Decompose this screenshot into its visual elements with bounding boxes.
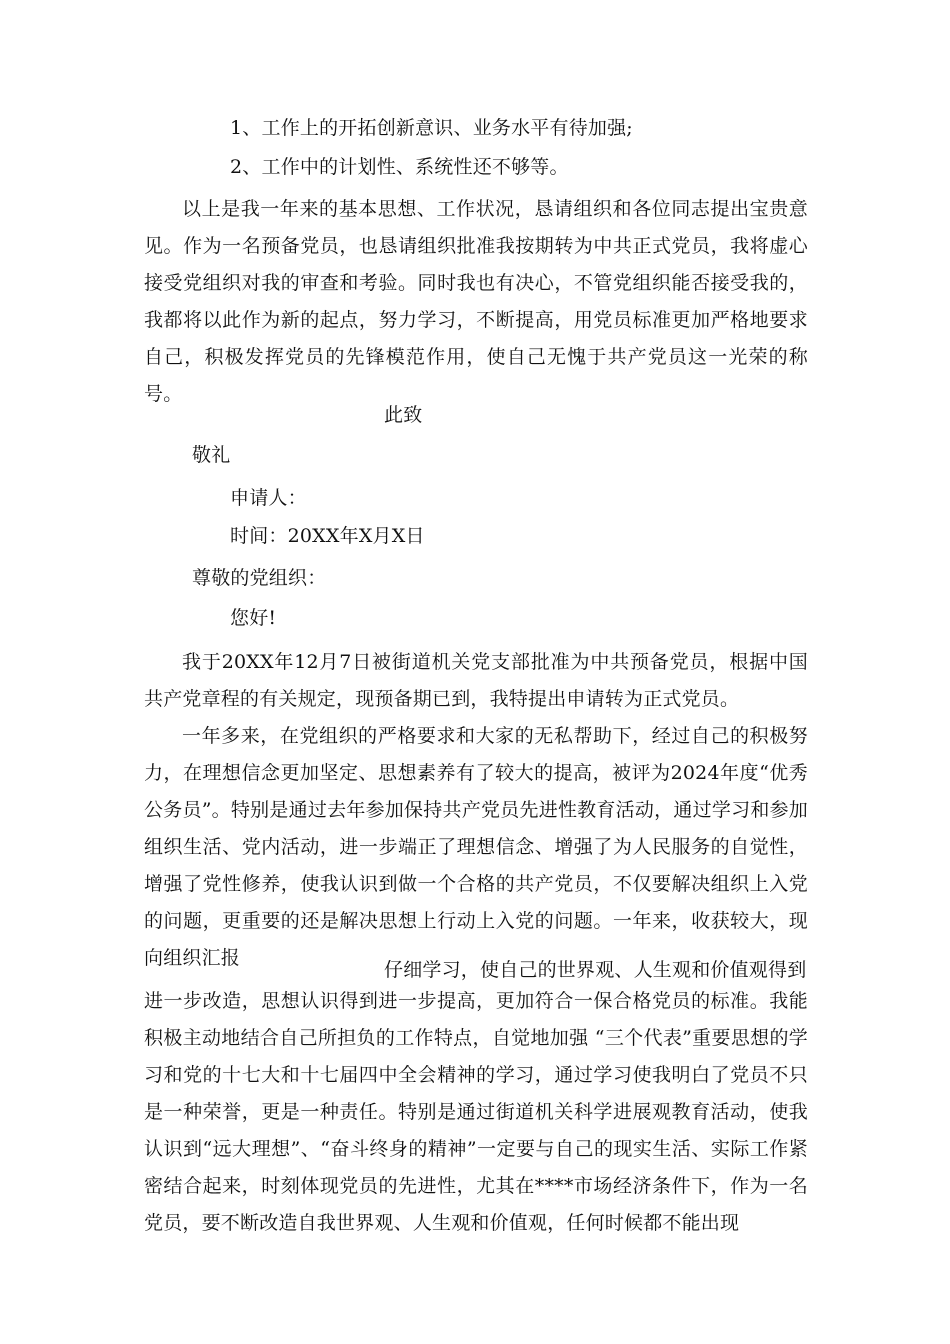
body-paragraph-3: 进一步改造，思想认识得到进一步提高，更加符合一保合格党员的标准。我能积极主动地结合自己所担负的工作特点，自觉地加强 “三个代表”重要思想的学习和党的十七大和十七届四中全会精神的学习，通过学习使我明白了党员不只是一种荣誉，更是一种责任。特别是通过街道机关科学进展观教育活动，使我认识到“远大理想”、“奋斗终身的精神”一定要与自己的现实生活、实际工作紧密结合起来，时刻体现党员的先进性，尤其在****市场经济条件下，作为一名党员，要不断改造自我世界观、人生观和价值观，任何时候都不能出现 — [144, 990, 808, 1234]
date-line: 时间：20XX年X月X日 — [230, 525, 425, 547]
summary-paragraph: 以上是我一年来的基本思想、工作状况，恳请组织和各位同志提出宝贵意见。作为一名预备党员，也恳请组织批准我按期转为中共正式党员，我将虚心接受党组织对我的审查和考验。同时我也有决心，不管党组织能否接受我的，我都将以此作为新的起点，努力学习，不断提高，用党员标准更加严格地要求自己，积极发挥党员的先锋模范作用，使自己无愧于共产党员这一光荣的称号。 — [144, 198, 808, 405]
greeting: 您好! — [230, 607, 277, 629]
shortcoming-item-2: 2、工作中的计划性、系统性还不够等。 — [230, 156, 569, 178]
shortcoming-item-1: 1、工作上的开拓创新意识、业务水平有待加强; — [230, 117, 633, 139]
closing-cizhi: 此致 — [384, 404, 423, 426]
salutation: 尊敬的党组织： — [192, 567, 327, 589]
applicant-label: 申请人： — [230, 487, 307, 509]
body-paragraph-1: 我于20XX年12月7日被街道机关党支部批准为中共预备党员，根据中国共产党章程的有关规定，现预备期已到，我特提出申请转为正式党员。 — [144, 651, 808, 710]
body-paragraph-3-first-line: 仔细学习，使自己的世界观、人生观和价值观得到 — [384, 959, 807, 981]
closing-jingli: 敬礼 — [192, 444, 231, 466]
body-paragraph-2: 一年多来，在党组织的严格要求和大家的无私帮助下，经过自己的积极努力，在理想信念更加坚定、思想素养有了较大的提高，被评为2024年度“优秀公务员”。特别是通过去年参加保持共产党员先进性教育活动，通过学习和参加组织生活、党内活动，进一步端正了理想信念、增强了为人民服务的自觉性，增强了党性修养，使我认识到做一个合格的共产党员，不仅要解决组织上入党的问题，更重要的还是解决思想上行动上入党的问题。一年来，收获较大，现向组织汇报 — [144, 725, 808, 969]
